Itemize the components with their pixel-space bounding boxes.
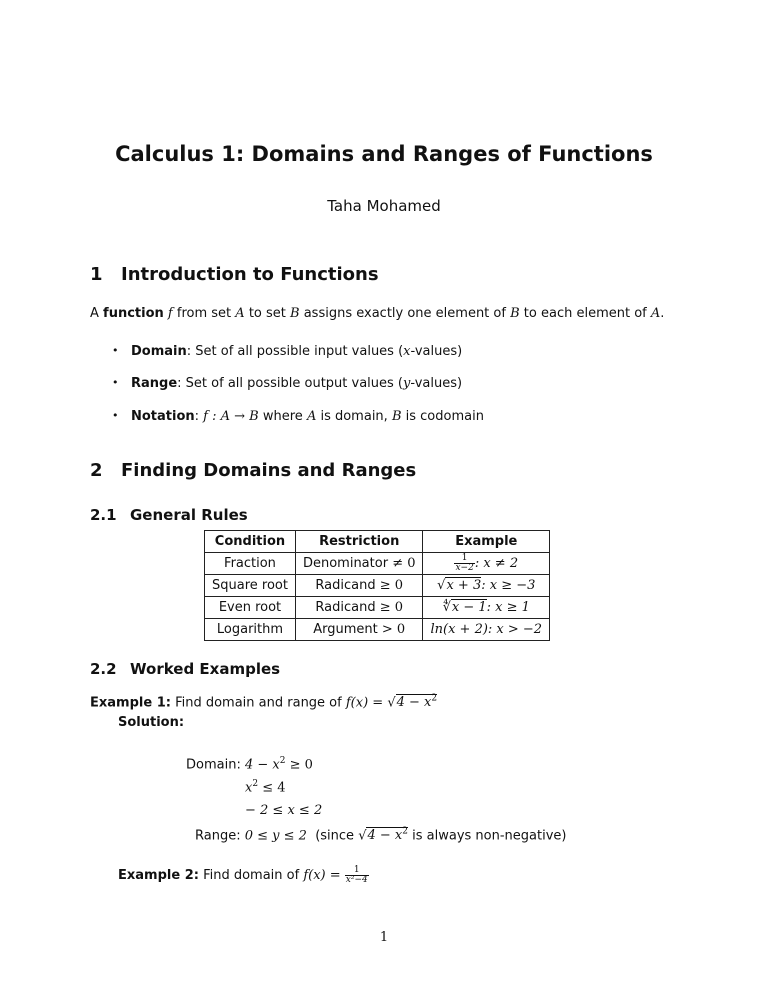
radical [358,827,408,843]
text: from set [176,306,232,321]
radicand: 4 − x [396,695,432,711]
bold-term: Range [131,376,178,391]
condition-cell: Even root [205,597,296,619]
domain-step-2 [245,779,286,795]
math-expression: > 0 [381,622,406,637]
text: is domain, [316,409,392,424]
subsection-title: General Rules [130,506,248,524]
bold-term: Notation [131,409,195,424]
text: Find domain of [203,868,300,883]
condition-cell: Fraction [205,553,296,575]
example-2-statement [118,866,369,885]
text: to set [248,306,286,321]
text: -values) [410,376,463,391]
math-var: B [391,409,402,424]
section-2-heading [90,460,416,481]
subsection-number: 2.1 [90,506,117,524]
bullet-icon: • [112,409,119,422]
text: Range: [195,828,241,844]
restriction-cell [295,619,423,641]
text: assigns exactly one element of [303,306,506,321]
section-title: Finding Domains and Ranges [121,460,417,481]
column-header: Example [423,531,550,553]
example-cell [423,553,550,575]
text: Radicand [315,578,376,593]
fraction [345,866,369,885]
radical [387,694,437,710]
example-cell [423,597,550,619]
document-author: Taha Mohamed [327,197,441,215]
math-expression: 0 ≤ y ≤ 2 [244,828,307,844]
exponent: 2 [252,779,259,789]
text: : Set of all possible output values ( [177,376,404,391]
text: (since [315,828,355,844]
radicand: x + 3 [446,578,482,593]
text: is always non-negative) [412,828,567,844]
text: . [660,306,665,321]
function-definition-paragraph [90,306,664,321]
math-expression: ≤ 4 [262,780,286,796]
section-1-heading [90,264,379,285]
math-var: A [306,409,317,424]
math-var: x [403,344,411,359]
math-expression: − 2 ≤ x ≤ 2 [245,803,323,818]
text: : [194,409,204,424]
range-line [195,827,566,843]
radicand: x − 1 [451,600,487,615]
math-expression: : x ≥ −3 [481,578,536,593]
restriction-cell [295,597,423,619]
condition-cell: Logarithm [205,619,296,641]
radicand: 4 − x [367,828,403,844]
numerator: 1 [454,554,474,564]
denominator: x²−4 [345,875,368,885]
math-expression: f(x) = [303,868,341,883]
example-label: Example 1: [90,695,171,711]
math-expression: f(x) = [345,695,384,711]
solution-label: Solution: [118,715,185,730]
math-var: B [290,306,300,321]
math-expression: : x ≠ 2 [474,556,519,571]
document-title: Calculus 1: Domains and Ranges of Functions [115,142,653,166]
subsection-2-2-heading [90,660,280,678]
bullet-icon: • [112,344,119,357]
math-expression: ≥ 0 [289,757,313,773]
table-row [205,553,550,575]
subsection-title: Worked Examples [130,660,281,678]
exponent: 2 [431,694,438,704]
text: is codomain [401,409,484,424]
section-number: 2 [90,460,103,481]
table-header-row [205,531,550,553]
text: A [90,306,99,321]
denominator: x−2 [455,563,474,573]
text: Find domain and range of [175,695,342,711]
math-expression: f : A → B [203,409,259,424]
numerator: 1 [345,866,369,876]
math-expression: : x ≥ 1 [486,600,530,615]
restriction-cell [295,553,423,575]
example-cell [423,575,550,597]
text: Radicand [315,600,376,615]
math-var: A [235,306,245,321]
math-expression: ≥ 0 [379,600,404,615]
list-item [112,344,463,359]
root-symbol: ∜ [442,600,451,615]
root-symbol: √ [437,578,446,593]
math-var: f [167,306,173,321]
radical [437,578,481,593]
radical [443,600,487,615]
root-symbol: √ [387,695,396,711]
math-expression: ≥ 0 [379,578,404,593]
math-expression: ln(x + 2): x > −2 [430,622,543,637]
bullet-icon: • [112,376,119,389]
domain-step-3 [245,803,322,818]
exponent: 2 [279,756,286,766]
fraction [454,554,474,573]
math-expression: ≠ 0 [392,556,416,571]
math-var: A [650,306,661,321]
text: Denominator [302,556,389,571]
example-1-statement [90,694,437,710]
restriction-cell [295,575,423,597]
math-var: y [403,376,411,391]
list-item [112,409,484,424]
list-item [112,376,463,391]
table-row [205,575,550,597]
subsection-number: 2.2 [90,660,117,678]
section-title: Introduction to Functions [121,264,379,285]
text: Domain: [186,757,241,773]
text: : Set of all possible input values ( [186,344,404,359]
text: where [258,409,307,424]
exponent: 2 [402,827,408,837]
math-var: B [510,306,520,321]
section-number: 1 [90,264,103,285]
rules-table [204,530,550,641]
math-expression: 4 − x [244,757,280,773]
bold-term: function [103,306,164,321]
example-cell [423,619,550,641]
bold-term: Domain [131,344,187,359]
math-var: x [245,780,253,796]
example-label: Example 2: [118,868,199,883]
text: -values) [410,344,463,359]
column-header: Restriction [295,531,423,553]
root-symbol: √ [358,828,367,844]
text: to each element of [523,306,647,321]
condition-cell: Square root [205,575,296,597]
table-row [205,619,550,641]
column-header: Condition [205,531,296,553]
subsection-2-1-heading [90,506,248,524]
text: Argument [313,622,378,637]
page-number: 1 [379,930,389,945]
domain-step-1 [186,756,313,772]
table-row [205,597,550,619]
